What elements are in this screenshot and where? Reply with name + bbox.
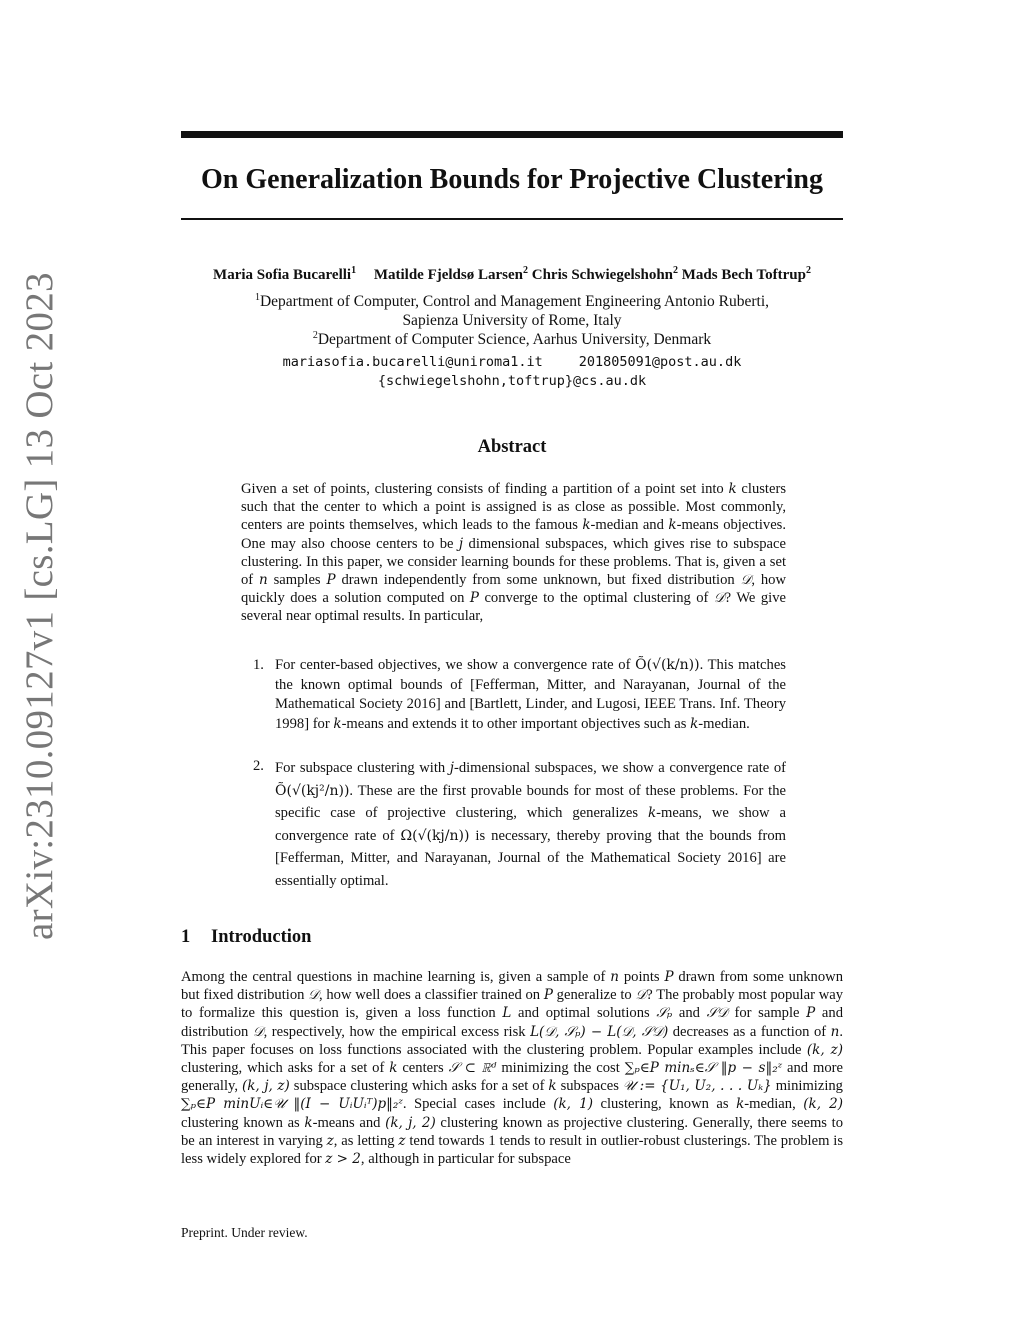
- intro-text: drawn from some unknown but fixed distribution: [181, 969, 843, 1004]
- intro-text: and optimal solutions: [511, 1005, 657, 1022]
- math-symbol: P: [543, 987, 553, 1004]
- abstract-heading: Abstract: [477, 437, 547, 457]
- math-symbol: 𝒟: [740, 572, 752, 589]
- list-item-text: [275, 757, 786, 892]
- math-symbol: k: [668, 517, 677, 534]
- email-address: {schwiegelshohn,toftrup}@cs.au.dk: [377, 373, 647, 389]
- affiliation-mark: 2: [312, 330, 318, 341]
- math-symbol: 𝒮ₚ: [656, 1005, 673, 1022]
- abstract-text: -median and: [590, 517, 669, 534]
- math-symbol: k: [647, 805, 657, 821]
- intro-text: ? The probably most popular way to formalize this question is, given a loss function: [181, 987, 844, 1022]
- section-heading: [181, 925, 311, 949]
- math-formula: ∑ₚ∈P minₛ∈𝒮 ‖p − s‖₂ᶻ: [624, 1060, 783, 1077]
- abstract-text: drawn independently from some unknown, but fixed distribution: [335, 572, 741, 589]
- title-rule-bottom: [181, 218, 843, 220]
- math-symbol: 𝒟: [635, 987, 647, 1004]
- abstract-text: converge to the optimal clustering of: [479, 590, 714, 607]
- math-symbol: k: [389, 1060, 398, 1077]
- math-symbol: P: [326, 572, 336, 589]
- list-text: . These are the first provable bounds for most of these problems. For the specific case of projective clustering, which generalizes: [275, 782, 786, 821]
- math-formula: (k, z): [806, 1041, 843, 1058]
- math-formula: Ω(√(kj/n)): [400, 827, 470, 844]
- affiliation-text: Department of Computer, Control and Management Engineering Antonio Ruberti,: [259, 293, 770, 310]
- math-symbol: j: [458, 535, 464, 552]
- intro-text: points: [619, 969, 665, 985]
- abstract-text: samples: [267, 572, 327, 589]
- math-formula: 𝒮 ⊂ ℝᵈ: [448, 1060, 497, 1077]
- math-formula: ∑ₚ∈P minUᵢ∈𝒰 ‖(I − UᵢUᵢᵀ)p‖₂ᶻ: [181, 1096, 403, 1113]
- list-text: -median.: [698, 715, 750, 732]
- affiliation-mark: 1: [351, 265, 357, 276]
- list-text: -dimensional subspaces, we show a convergence rate of: [453, 760, 787, 776]
- email-address: 201805091@post.au.dk: [578, 354, 742, 370]
- list-text: . This matches the known optimal bounds of [Fefferman, Mitter, and Narayanan, Journal of the Mathematical Society 2016] and [Bartlett, Linder, and Lugosi, IEEE Trans. Inf. Theory 1998] for: [275, 657, 786, 732]
- intro-text: minimizing the cost: [496, 1060, 625, 1077]
- intro-text: -means and: [312, 1114, 386, 1131]
- intro-text: clustering, which asks for a set of: [181, 1060, 390, 1077]
- abstract-text: dimensional subspaces, which gives rise to subspace clustering. In this paper, we consider learning bounds for these problems. That is, given a set of: [241, 535, 786, 589]
- list-number: 1.: [253, 657, 264, 673]
- math-symbol: 𝒟: [252, 1023, 264, 1040]
- math-symbol: k: [728, 481, 737, 497]
- paper-title: On Generalization Bounds for Projective Clustering: [201, 164, 823, 195]
- math-symbol: k: [736, 1096, 745, 1113]
- list-text: For subspace clustering with: [275, 760, 450, 776]
- abstract-text: -means objectives. One may also choose centers to be: [241, 517, 787, 552]
- intro-text: clustering known as projective clustering. Generally, there seems to be an interest in varying: [181, 1114, 843, 1149]
- abstract-text: clusters such that the center to which a point is assigned is as close as possible. Most commonly, centers are points themselves, which leads to the famous: [241, 481, 787, 534]
- intro-text: minimizing: [771, 1078, 843, 1095]
- intro-text: , how well does a classifier trained on: [318, 987, 544, 1004]
- math-symbol: k: [333, 715, 342, 732]
- math-symbol: P: [469, 590, 479, 607]
- intro-text: , although in particular for subspace: [360, 1151, 571, 1168]
- affiliation-mark: 2: [805, 265, 811, 276]
- email-line-1: [181, 353, 843, 371]
- intro-text: , respectively, how the empirical excess risk: [263, 1023, 531, 1040]
- introduction-body: [181, 968, 843, 1168]
- math-symbol: L: [502, 1005, 512, 1022]
- list-text: For center-based objectives, we show a convergence rate of: [275, 657, 636, 673]
- author-name: Matilde Fjeldsø Larsen: [373, 267, 523, 283]
- math-symbol: k: [582, 517, 591, 534]
- intro-text: clustering known as: [181, 1114, 305, 1131]
- author-name: Maria Sofia Bucarelli: [213, 267, 352, 283]
- math-symbol: P: [806, 1005, 816, 1022]
- affiliation-mark: 2: [673, 265, 679, 276]
- intro-text: tend towards 1 tends to result in outlier-robust clusterings. The problem is less widely explored for: [181, 1132, 844, 1168]
- arxiv-sidebar-id: arXiv:2310.09127v1 [cs.LG] 13 Oct 2023: [18, 272, 61, 940]
- math-formula: 𝒰 := {U₁, U₂, . . . Uₖ}: [622, 1078, 772, 1095]
- math-formula: (k, 2): [803, 1096, 843, 1113]
- author-list: [140, 265, 884, 285]
- math-formula: L(𝒟, 𝒮ₚ) − L(𝒟, 𝒮𝒟): [530, 1023, 669, 1040]
- list-text: is necessary, thereby proving that the bounds from [Fefferman, Mitter, and Narayanan, Journal of the Mathematical Society 2016] are essentially optimal.: [275, 827, 786, 889]
- math-formula: Õ(√(kj²/n)): [275, 782, 350, 799]
- intro-text: for sample: [727, 1005, 807, 1022]
- affiliation-1-line2: Sapienza University of Rome, Italy: [402, 312, 622, 329]
- intro-text: subspaces: [556, 1078, 623, 1095]
- affiliation-2: [181, 330, 843, 349]
- math-symbol: j: [449, 760, 454, 776]
- footer-note: Preprint. Under review.: [181, 1225, 308, 1240]
- affiliation-text: Department of Computer Science, Aarhus University, Denmark: [317, 331, 712, 348]
- intro-text: subspace clustering which asks for a set of: [289, 1078, 549, 1095]
- math-formula: (k, j, z): [241, 1078, 290, 1095]
- math-formula: Õ(√(k/n)): [635, 657, 700, 673]
- abstract-body: [241, 480, 786, 626]
- affiliation-mark: 1: [254, 292, 260, 303]
- intro-text: and: [672, 1005, 707, 1022]
- section-number: 1: [181, 927, 191, 947]
- intro-text: and distribution: [181, 1005, 843, 1040]
- intro-text: centers: [397, 1060, 449, 1077]
- title-rule-top: [181, 131, 843, 138]
- intro-text: . Special cases include: [402, 1096, 554, 1113]
- math-symbol: k: [690, 715, 699, 732]
- math-symbol: z: [326, 1132, 334, 1149]
- list-text: -means and extends it to other important objectives such as: [341, 715, 691, 732]
- section-title: Introduction: [211, 927, 312, 947]
- email-address: mariasofia.bucarelli@uniroma1.it: [282, 354, 543, 370]
- intro-text: Among the central questions in machine learning is, given a sample of: [181, 969, 611, 985]
- list-item-text: [275, 656, 786, 734]
- math-symbol: k: [548, 1078, 557, 1095]
- abstract-text: Given a set of points, clustering consists of finding a partition of a point set into: [241, 481, 729, 497]
- math-symbol: P: [664, 969, 674, 985]
- math-symbol: k: [304, 1114, 313, 1131]
- intro-text: generalize to: [552, 987, 636, 1004]
- intro-text: . This paper focuses on loss functions associated with the clustering problem. Popular examples include: [181, 1023, 844, 1058]
- intro-text: , as letting: [333, 1132, 399, 1149]
- math-formula: (k, j, 2): [385, 1114, 436, 1131]
- math-symbol: 𝒟: [713, 590, 725, 607]
- affiliation-1: [181, 292, 843, 311]
- list-number: 2.: [253, 758, 264, 774]
- abstract-text: ? We give several near optimal results. In particular,: [241, 590, 786, 625]
- author-name: Mads Bech Toftrup: [681, 267, 806, 283]
- math-symbol: 𝒟: [308, 987, 319, 1004]
- affiliation-mark: 2: [522, 265, 528, 276]
- abstract-text: , how quickly does a solution computed on: [241, 572, 786, 607]
- math-symbol: n: [259, 572, 268, 589]
- intro-text: decreases as a function of: [668, 1023, 831, 1040]
- math-symbol: z: [398, 1132, 406, 1149]
- author-name: Chris Schwiegelshohn: [531, 267, 674, 283]
- math-symbol: n: [610, 969, 619, 985]
- list-text: -means, we show a convergence rate of: [275, 805, 786, 844]
- intro-text: -median,: [744, 1096, 804, 1113]
- intro-text: clustering, known as: [592, 1096, 737, 1113]
- math-symbol: 𝒮𝒟: [706, 1005, 728, 1022]
- math-formula: (k, 1): [553, 1096, 593, 1113]
- math-formula: z > 2: [325, 1151, 361, 1168]
- intro-text: and more generally,: [181, 1060, 843, 1095]
- math-symbol: n: [830, 1023, 840, 1040]
